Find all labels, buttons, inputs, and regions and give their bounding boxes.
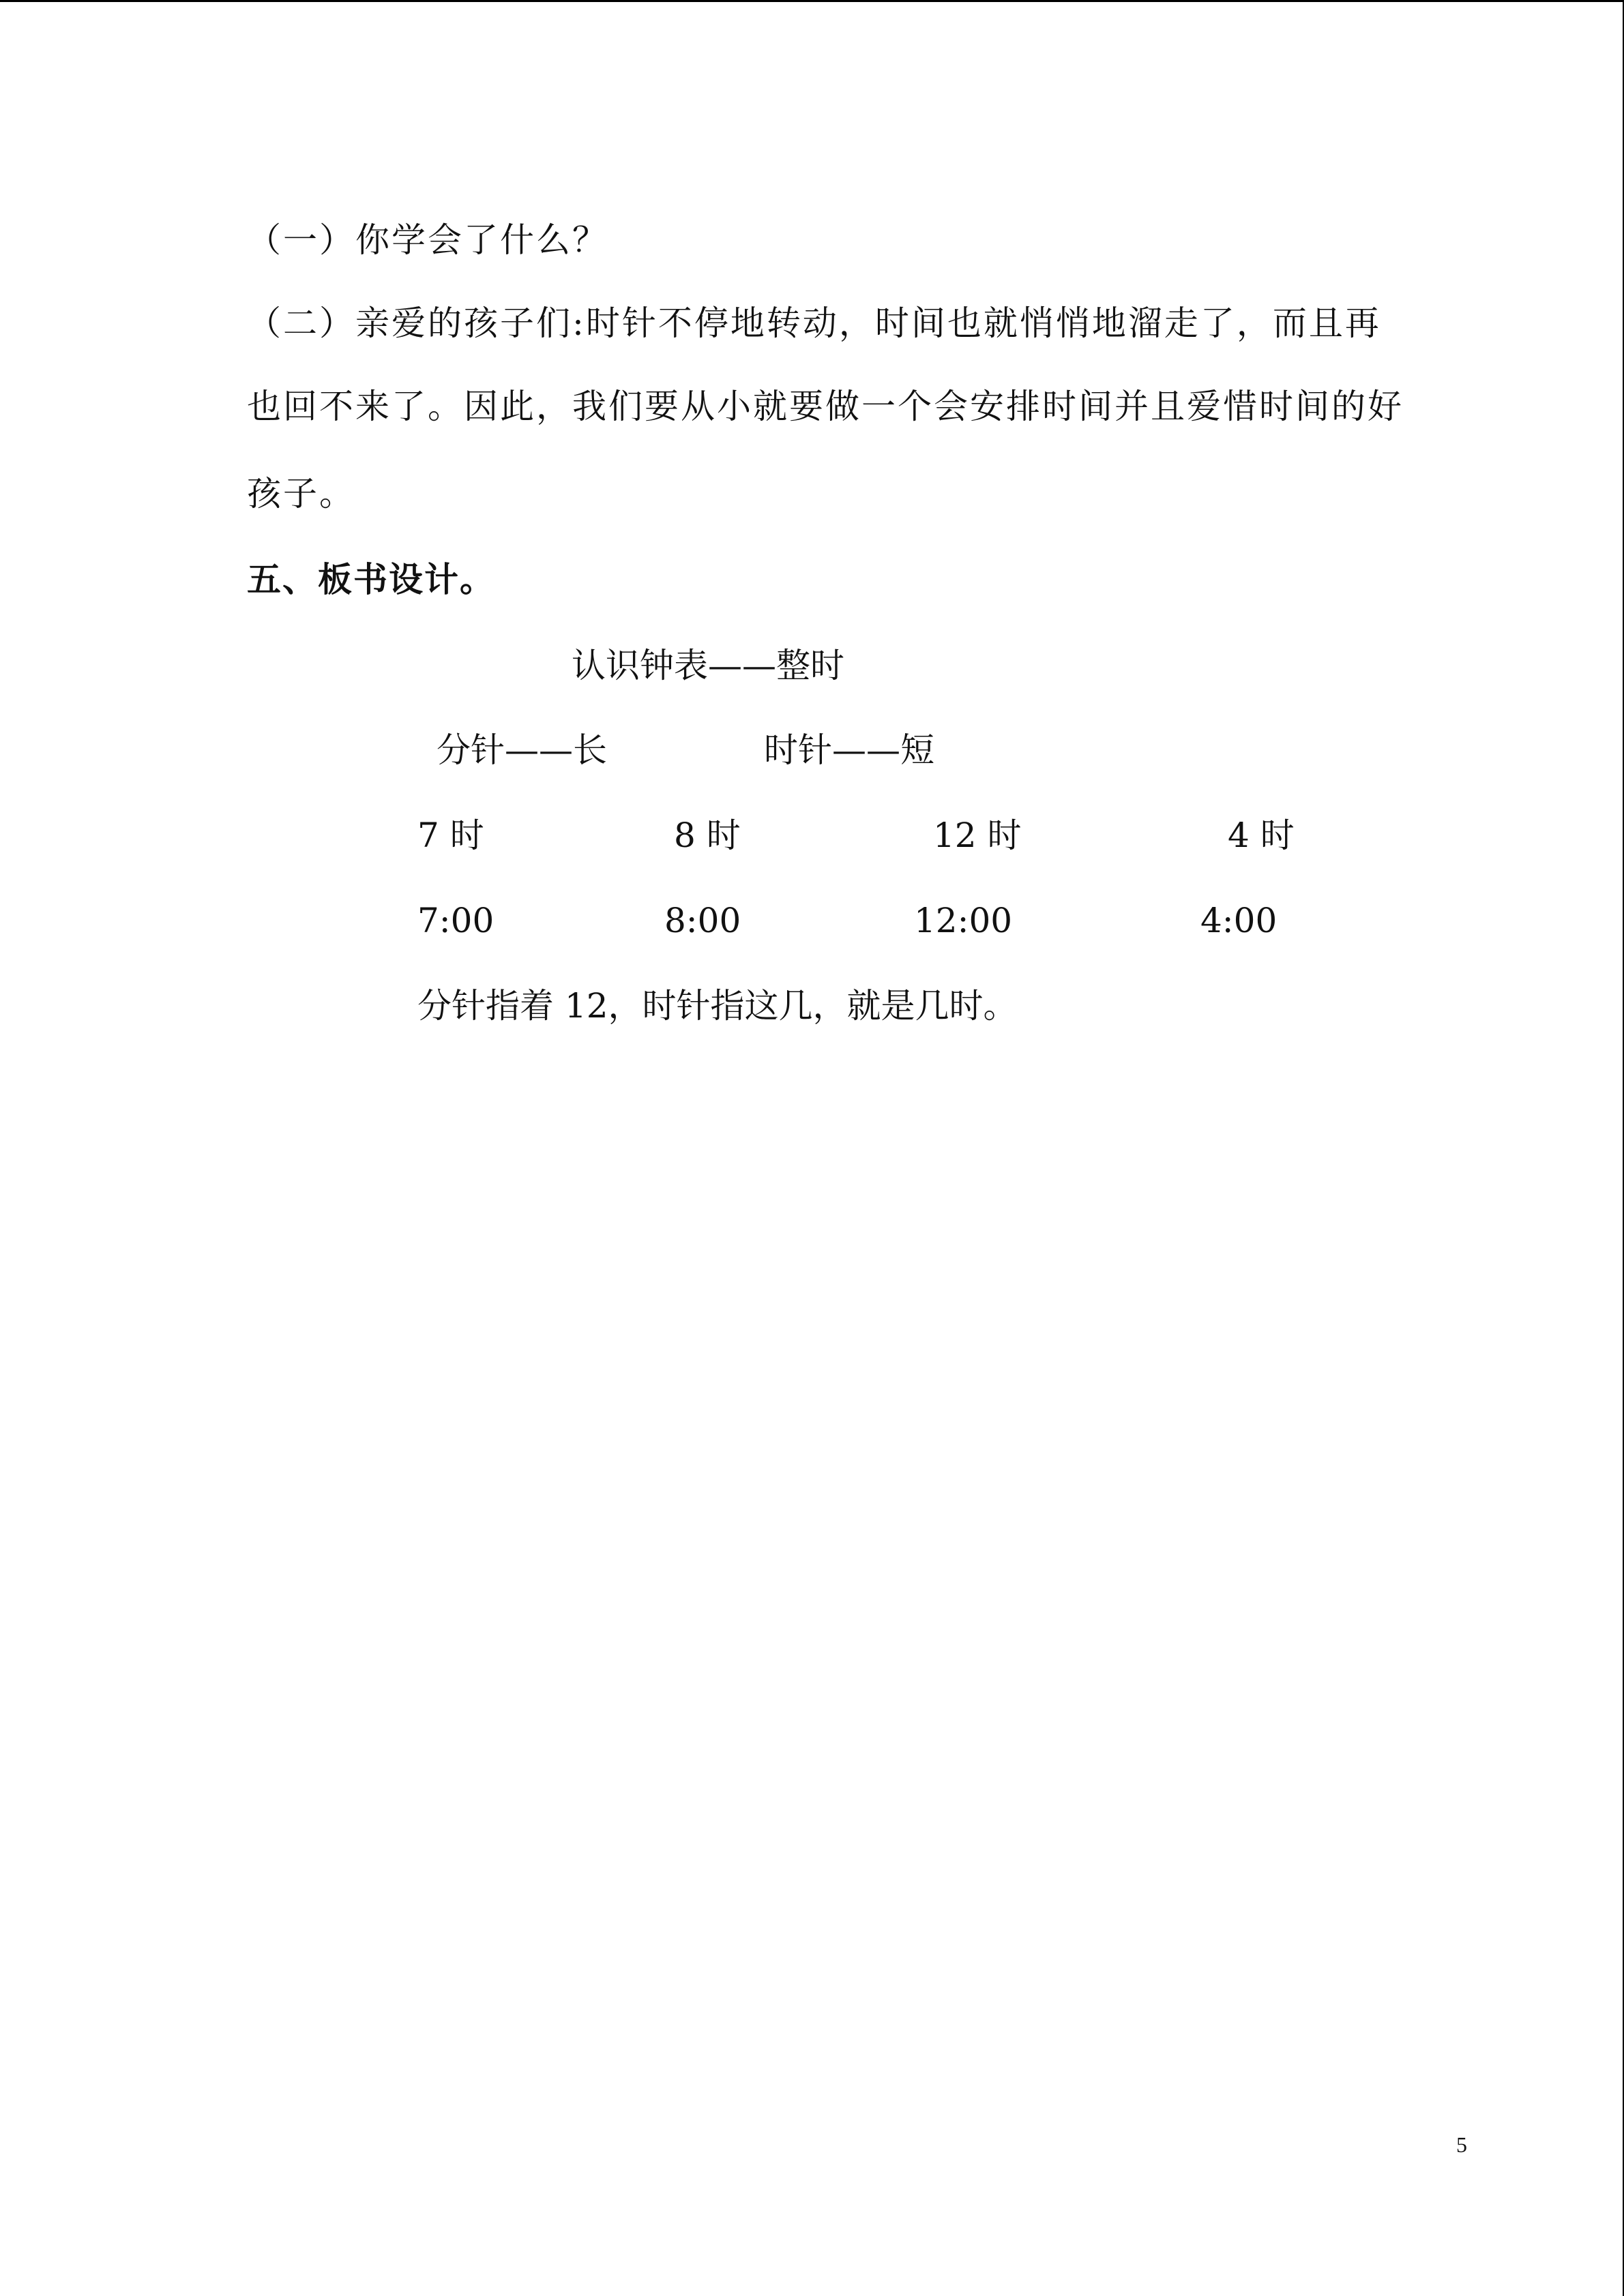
minute-hand-label: 分针——长 — [437, 730, 607, 770]
paragraph-line-3: 孩子。 — [247, 474, 355, 513]
digital-time-cell: 4:00 — [1200, 901, 1278, 940]
hour-hand-label: 时针——短 — [764, 730, 934, 770]
hour-cell: 7 时 — [417, 816, 484, 855]
page-number: 5 — [1456, 2132, 1467, 2157]
digital-time-cell: 8:00 — [664, 901, 741, 940]
board-title: 认识钟表——整时 — [572, 646, 844, 685]
hour-cell: 8 时 — [674, 816, 741, 855]
section-heading: 五、板书设计。 — [247, 560, 495, 599]
hour-cell: 12 时 — [933, 816, 1022, 855]
question-line: （一）你学会了什么？ — [247, 220, 608, 260]
top-border — [0, 0, 1624, 2]
board-rule: 分针指着 12，时针指这几，就是几时。 — [417, 986, 1018, 1026]
digital-time-cell: 7:00 — [417, 901, 494, 940]
paragraph-line-2: 也回不来了。因此，我们要从小就要做一个会安排时间并且爱惜时间的好 — [247, 387, 1404, 426]
paragraph-line-1: （二）亲爱的孩子们:时针不停地转动，时间也就悄悄地溜走了，而且再 — [247, 303, 1381, 343]
hour-cell: 4 时 — [1228, 816, 1295, 855]
digital-time-cell: 12:00 — [914, 901, 1013, 940]
